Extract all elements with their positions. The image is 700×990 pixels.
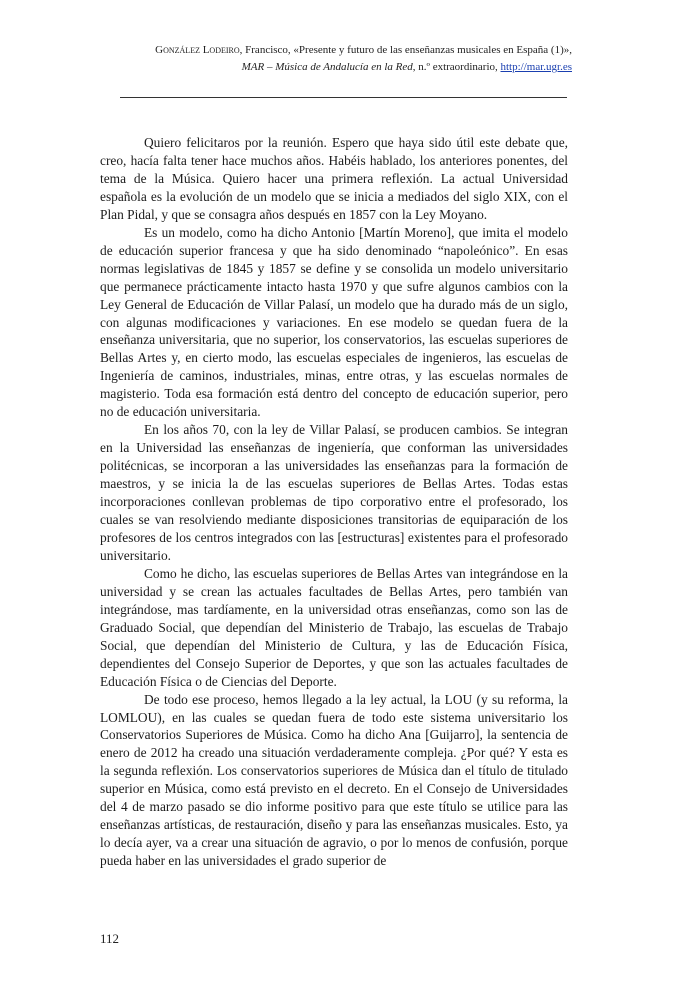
journal-url-link[interactable]: http://mar.ugr.es (500, 61, 572, 73)
journal-name: MAR – Música de Andalucía en la Red (241, 61, 413, 73)
paragraph: Como he dicho, las escuelas superiores de Bellas Artes van integrándose en la universidad y se crean las actuales facultades de Bellas Artes, pero también van integrándose, mas tardíamente, en la universidad otras enseñanzas, como son las de Graduado Social, que dependían del Ministerio de Trabajo, las escuelas de Trabajo Social, que dependían del Ministerio de Cultura, y las de Educación Física, dependientes del Consejo Superior de Deportes, y que son las actuales facultades de Educación Física o de Ciencias del Deporte. (100, 565, 568, 689)
paragraph: Quiero felicitaros por la reunión. Espero que haya sido útil este debate que, creo, hacía falta tener hace muchos años. Habéis hablado, los anteriores ponentes, del tema de la Música. Quiero hacer una primera reflexión. La actual Universidad española es la evolución de un modelo que se inicia a mediados del siglo XIX, con el Plan Pidal, y que se consagra años después en 1857 con la Ley Moyano. (100, 135, 568, 222)
paragraph: De todo ese proceso, hemos llegado a la ley actual, la LOU (y su reforma, la LOMLOU), en las cuales se quedan fuera de todo este sistema universitario los Conservatorios Superiores de Música. Como ha dicho Ana [Guijarro], la sentencia de enero de 2012 ha creado una situación verdaderamente compleja. ¿Por qué? Y esta es la segunda reflexión. Los conservatorios superiores de Música dan el título de titulado superior en Música, como está previsto en el decreto. En el Consejo de Universidades del 4 de marzo pasado se dio informe positivo para que este título se utilice para las enseñanzas artísticas, de restauración, diseño y para las enseñanzas musicales. Esto, ya lo decía ayer, va a crear una situación de agravio, o por lo menos de confusión, porque pueda haber en las universidades el grado superior de (100, 691, 568, 869)
header-divider (120, 97, 567, 98)
author-name: González Lodeiro (155, 44, 240, 56)
citation-line-1 (92, 42, 572, 59)
page-number: 112 (100, 931, 120, 946)
citation-line-2 (92, 59, 572, 76)
main-text (100, 134, 568, 870)
paragraph: En los años 70, con la ley de Villar Palasí, se producen cambios. Se integran en la Universidad las enseñanzas de ingeniería, que conforman las universidades politécnicas, se incorporan a las universidades las enseñanzas para la formación de maestros, y se inicia la de las escuelas superiores de Bellas Artes. Todas estas incorporaciones conllevan problemas de tipo corporativo entre el profesorado, los cuales se van resolviendo mediante disposiciones transitorias de equiparación de los profesores de los centros integrados con las [estructuras] existentes para el profesorado universitario. (100, 422, 568, 563)
running-header (92, 42, 572, 76)
paragraph: Es un modelo, como ha dicho Antonio [Martín Moreno], que imita el modelo de educación superior francesa y que ha sido denominado “napoleónico”. En esas normas legislativas de 1845 y 1857 se define y se consolida un modelo universitario que permanece prácticamente intacto hasta 1970 y que sufre algunos cambios con la Ley General de Educación de Villar Palasí, un modelo que ha durado más de un siglo, con algunas modificaciones y variaciones. En ese modelo se quedan fuera de la enseñanza universitaria, que no superior, los conservatorios, las escuelas superiores de Bellas Artes y, en cierto modo, las escuelas especiales de ingenieros, las escuelas de Ingeniería de caminos, industriales, minas, entre otras, y las escuelas normales de magisterio. Toda esa formación está dentro del concepto de educación superior, pero no de educación universitaria. (100, 224, 568, 420)
citation-title: , Francisco, «Presente y futuro de las enseñanzas musicales en España (1)», (239, 44, 572, 56)
journal-issue: , n.º extraordinario, (412, 61, 501, 73)
